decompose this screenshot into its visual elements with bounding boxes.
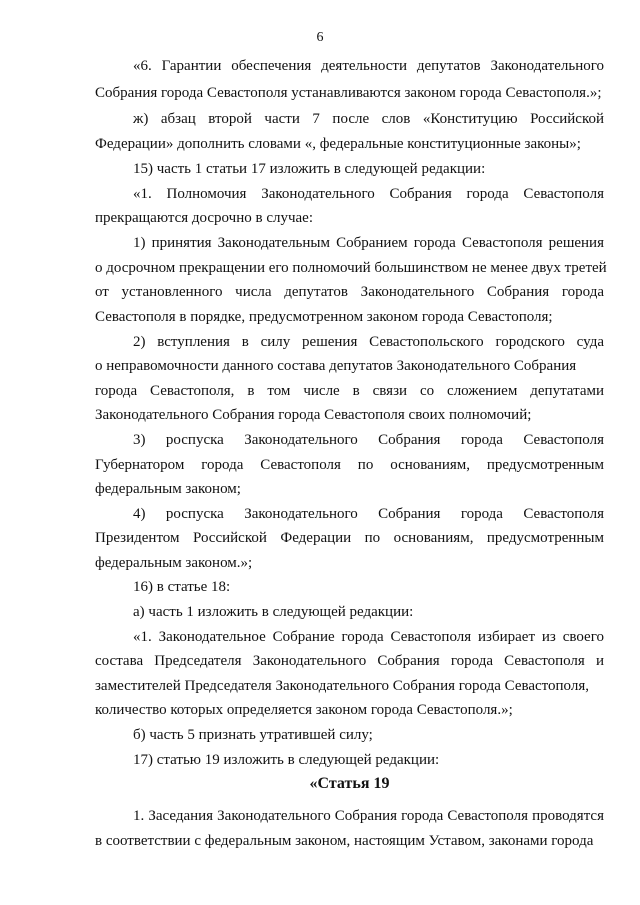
text-line: прекращаются досрочно в случае:: [95, 210, 313, 226]
text-line: «1. Полномочия Законодательного Собрания города Севастополя: [133, 186, 604, 202]
text-line: ж) абзац второй части 7 после слов «Конституцию Российской: [133, 111, 604, 127]
text-line: 15) часть 1 статьи 17 изложить в следующей редакции:: [133, 161, 486, 177]
text-line: 2) вступления в силу решения Севастопольского городского суда: [133, 334, 604, 350]
text-line: 3) роспуска Законодательного Собрания города Севастополя: [133, 432, 604, 448]
text-line: заместителей Председателя Законодательного Собрания города Севастополя,: [95, 678, 589, 694]
text-line: Собрания города Севастополя устанавливаются законом города Севастополя.»;: [95, 85, 602, 101]
text-line: 4) роспуска Законодательного Собрания города Севастополя: [133, 506, 604, 522]
text-line: состава Председателя Законодательного Собрания города Севастополя и: [95, 653, 604, 669]
text-line: 16) в статье 18:: [133, 579, 231, 595]
text-line: Законодательного Собрания города Севастополя своих полномочий;: [95, 407, 532, 423]
text-line: о неправомочности данного состава депутатов Законодательного Собрания: [95, 358, 577, 374]
page-number: 6: [316, 30, 324, 45]
text-line: Севастополя в порядке, предусмотренном законом города Севастополя;: [95, 309, 553, 325]
article-heading: «Статья 19: [309, 775, 390, 792]
text-line: 1) принятия Законодательным Собранием города Севастополя решения: [133, 235, 604, 251]
text-line: в соответствии с федеральным законом, настоящим Уставом, законами города: [95, 833, 594, 849]
text-line: 17) статью 19 изложить в следующей редакции:: [133, 752, 440, 768]
text-line: о досрочном прекращении его полномочий большинством не менее двух третей: [95, 260, 607, 276]
text-line: 1. Заседания Законодательного Собрания города Севастополя проводятся: [133, 808, 604, 824]
text-line: Президентом Российской Федерации по основаниям, предусмотренным: [95, 530, 604, 546]
text-line: федеральным законом;: [95, 481, 241, 497]
text-line: Федерации» дополнить словами «, федеральные конституционные законы»;: [95, 136, 581, 152]
text-line: б) часть 5 признать утратившей силу;: [133, 727, 373, 743]
text-line: Губернатором города Севастополя по основаниям, предусмотренным: [95, 457, 604, 473]
text-line: а) часть 1 изложить в следующей редакции:: [133, 604, 414, 620]
text-line: федеральным законом.»;: [95, 555, 253, 571]
text-line: города Севастополя, в том числе в связи со сложением депутатами: [95, 383, 604, 399]
text-line: от установленного числа депутатов Законодательного Собрания города: [95, 284, 604, 300]
text-line: «6. Гарантии обеспечения деятельности депутатов Законодательного: [133, 58, 604, 74]
text-line: количество которых определяется законом города Севастополя.»;: [95, 702, 513, 718]
text-line: «1. Законодательное Собрание города Севастополя избирает из своего: [133, 629, 604, 645]
